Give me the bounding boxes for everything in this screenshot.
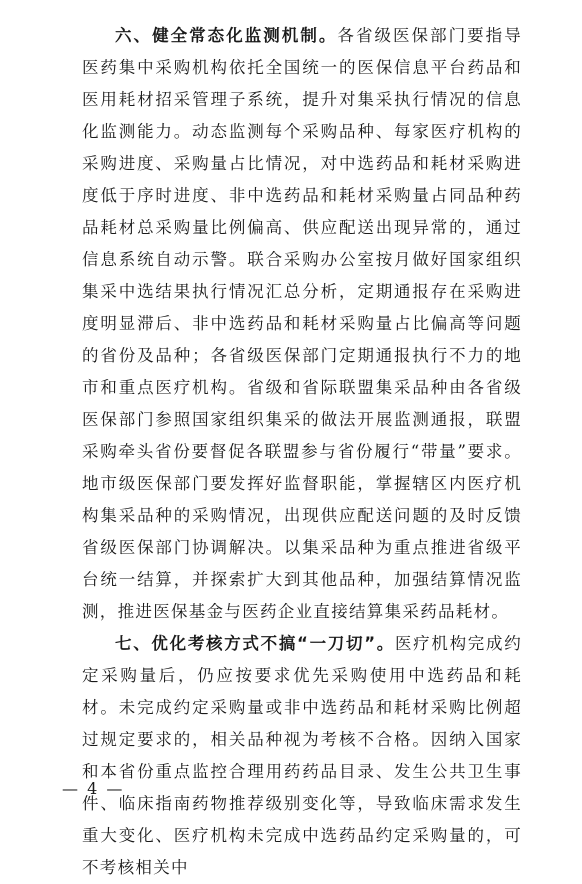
- section-6-heading: 六、健全常态化监测机制。: [115, 26, 338, 45]
- section-7-body: 医疗机构完成约定采购量后，仍应按要求优先采购使用中选药品和耗材。未完成约定采购量或非中选药品和耗材采购比例超过规定要求的，相关品种视为考核不合格。因纳入国家和本省份重点监控合理用药药品目录、发生公共卫生事件、临床指南药物推荐级别变化等，导致临床需求发生重大变化、医疗机构未完成中选药品约定采购量的，可不考核相关中: [82, 634, 522, 877]
- section-6-body: 各省级医保部门要指导医药集中采购机构依托全国统一的医保信息平台药品和医用耗材招采管理子系统，提升对集采执行情况的信息化监测能力。动态监测每个采购品种、每家医疗机构的采购进度、采购量占比情况，对中选药品和耗材采购进度低于序时进度、非中选药品和耗材采购量占同品种药品耗材总采购量比例偏高、供应配送出现异常的，通过信息系统自动示警。联合采购办公室按月做好国家组织集采中选结果执行情况汇总分析，定期通报存在采购进度明显滞后、非中选药品和耗材采购量占比偏高等问题的省份及品种；各省级医保部门定期通报执行不力的地市和重点医疗机构。省级和省际联盟集采品种由各省级医保部门参照国家组织集采的做法开展监测通报，联盟采购牵头省份要督促各联盟参与省份履行“带量”要求。地市级医保部门要发挥好监督职能，掌握辖区内医疗机构集采品种的采购情况，出现供应配送问题的及时反馈省级医保部门协调解决。以集采品种为重点推进省级平台统一结算，并探索扩大到其他品种，加强结算情况监测，推进医保基金与医药企业直接结算集采药品耗材。: [82, 26, 523, 621]
- section-7-paragraph: [82, 628, 522, 884]
- document-body: [82, 20, 522, 884]
- page-number: — 4 —: [62, 779, 125, 798]
- section-7-heading: 七、优化考核方式不搞“一刀切”。: [115, 634, 395, 653]
- section-6-paragraph: [82, 20, 522, 628]
